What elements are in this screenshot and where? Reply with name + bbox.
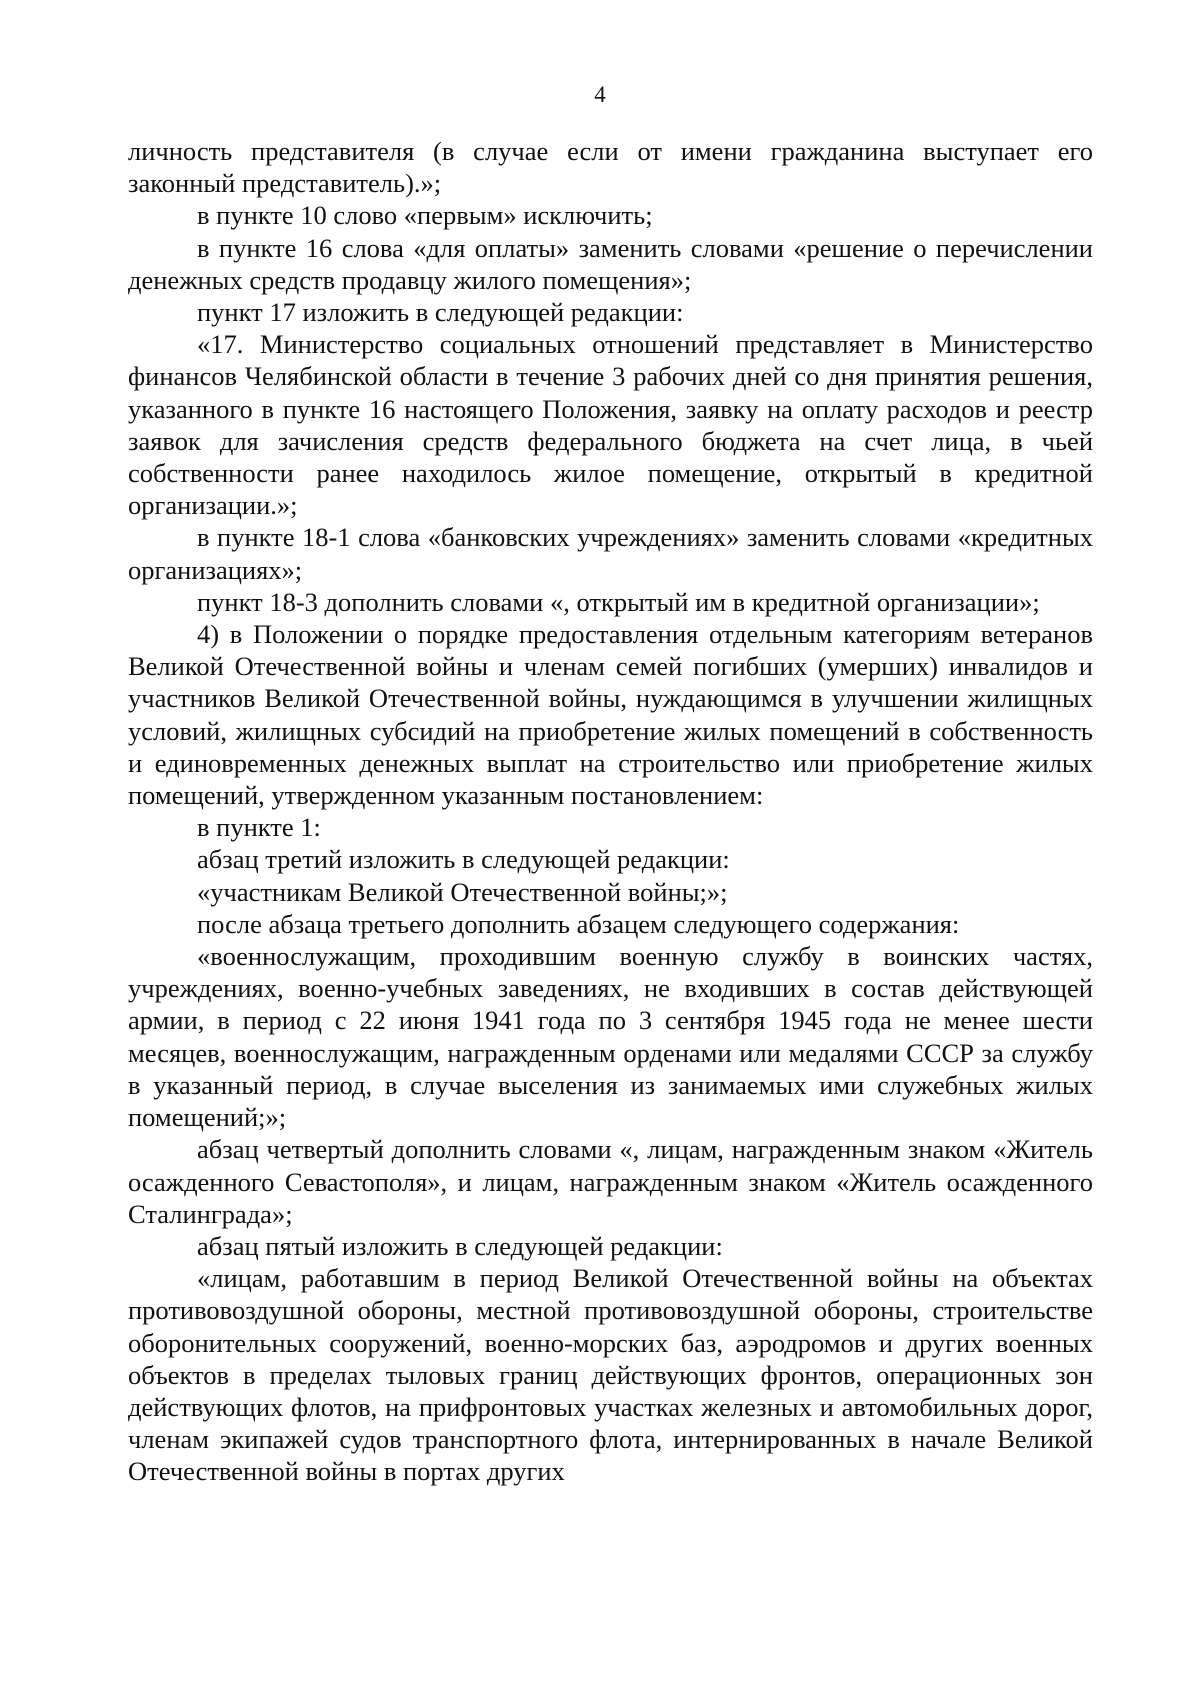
paragraph: в пункте 10 слово «первым» исключить; <box>197 200 653 231</box>
paragraph: «17. Министерство социальных отношений представляет в Министерство финансов Челябинской области в течение 3 рабочих дней со дня принятия решения, указанного в пункте 16 настоящего Положения, заявку на оплату расходов и реестр заявок для зачисления средств федерального бюджета на счет лица, в чьей собственности ранее находилось жилое помещение, открытый в кредитной организации.»; <box>128 329 1093 521</box>
paragraph: абзац пятый изложить в следующей редакции: <box>197 1230 723 1261</box>
paragraph: пункт 17 изложить в следующей редакции: <box>197 297 684 328</box>
paragraph: пункт 18-3 дополнить словами «, открытый им в кредитной организации»; <box>197 586 1040 617</box>
paragraph: абзац четвертый дополнить словами «, лицам, награжденным знаком «Житель осажденного Севастополя», и лицам, награжденным знаком «Житель осажденного Сталинграда»; <box>128 1134 1093 1229</box>
paragraph: в пункте 1: <box>197 812 321 843</box>
paragraph: в пункте 16 слова «для оплаты» заменить словами «решение о перечислении денежных средств продавцу жилого помещения»; <box>128 232 1093 295</box>
paragraph: абзац третий изложить в следующей редакции: <box>197 844 730 875</box>
paragraph: «участникам Великой Отечественной войны;»; <box>197 876 728 907</box>
paragraph: в пункте 18-1 слова «банковских учреждениях» заменить словами «кредитных организациях»; <box>128 522 1093 585</box>
document-body <box>128 135 1093 1488</box>
paragraph: 4) в Положении о порядке предоставления отдельным категориям ветеранов Великой Отечественной войны и членам семей погибших (умерших) инвалидов и участников Великой Отечественной войны, нуждающимся в улучшении жилищных условий, жилищных субсидий на приобретение жилых помещений в собственность и единовременных денежных выплат на строительство или приобретение жилых помещений, утвержденном указанным постановлением: <box>128 619 1093 811</box>
paragraph: после абзаца третьего дополнить абзацем следующего содержания: <box>197 908 960 939</box>
page-number: 4 <box>594 82 606 107</box>
paragraph: личность представителя (в случае если от имени гражданина выступает его законный представитель).»; <box>128 136 1093 199</box>
paragraph: «военнослужащим, проходившим военную службу в воинских частях, учреждениях, военно-учебных заведениях, не входивших в состав действующей армии, в период с 22 июня 1941 года по 3 сентября 1945 года не менее шести месяцев, военнослужащим, награжденным орденами или медалями СССР за службу в указанный период, в случае выселения из занимаемых ими служебных жилых помещений;»; <box>128 941 1093 1133</box>
paragraph: «лицам, работавшим в период Великой Отечественной войны на объектах противовоздушной обороны, местной противовоздушной обороны, строительстве оборонительных сооружений, военно-морских баз, аэродромов и других военных объектов в пределах тыловых границ действующих фронтов, операционных зон действующих флотов, на прифронтовых участках железных и автомобильных дорог, членам экипажей судов транспортного флота, интернированных в начале Великой Отечественной войны в портах других <box>128 1263 1093 1487</box>
